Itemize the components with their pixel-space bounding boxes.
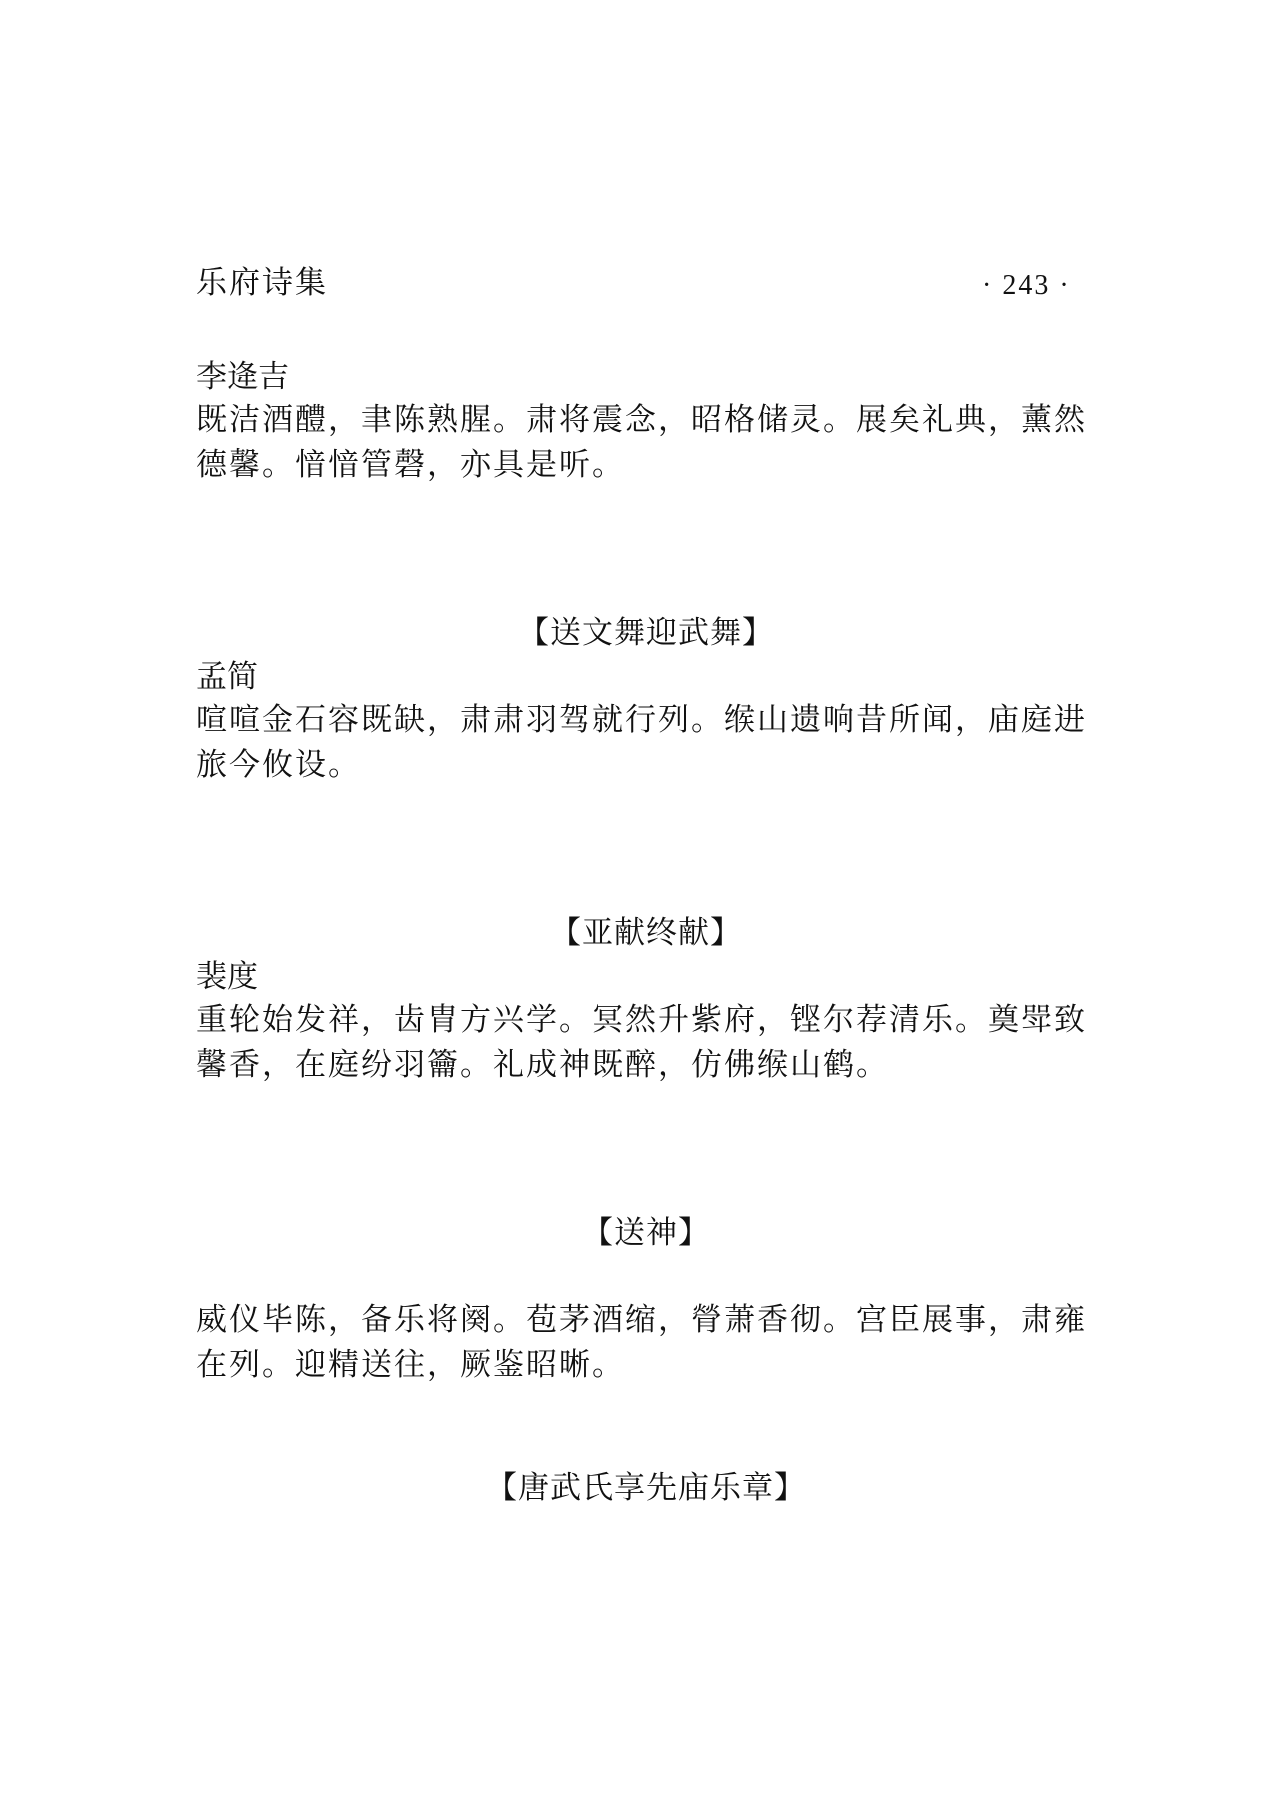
section-heading: 【唐武氏享先庙乐章】 (486, 1470, 806, 1506)
poem-author: 孟简 (196, 659, 258, 695)
section-heading: 【亚献终献】 (550, 915, 742, 951)
poem-text: 重轮始发祥，齿胄方兴学。冥然升紫府，铿尔荐清乐。奠斝致馨香，在庭纷羽籥。礼成神既醉，仿佛缑山鹤。 (196, 1002, 1087, 1083)
poem-text: 威仪毕陈，备乐将阕。苞茅酒缩，膋萧香彻。宫臣展事，肃雍在列。迎精送往，厥鉴昭晰。 (196, 1302, 1087, 1383)
poem-text: 喧喧金石容既缺，肃肃羽驾就行列。缑山遗响昔所闻，庙庭进旅今攸设。 (196, 702, 1087, 783)
poem-text: 既洁酒醴，聿陈熟腥。肃将震念，昭格储灵。展矣礼典，薰然德馨。愔愔管磬，亦具是听。 (196, 402, 1087, 483)
section-heading: 【送神】 (582, 1215, 710, 1251)
running-title: 乐府诗集 (196, 265, 328, 301)
poem-author: 裴度 (196, 959, 258, 995)
poem-author: 李逄吉 (196, 359, 289, 395)
page-number: · 243 · (982, 270, 1071, 301)
section-heading: 【送文舞迎武舞】 (518, 615, 774, 651)
